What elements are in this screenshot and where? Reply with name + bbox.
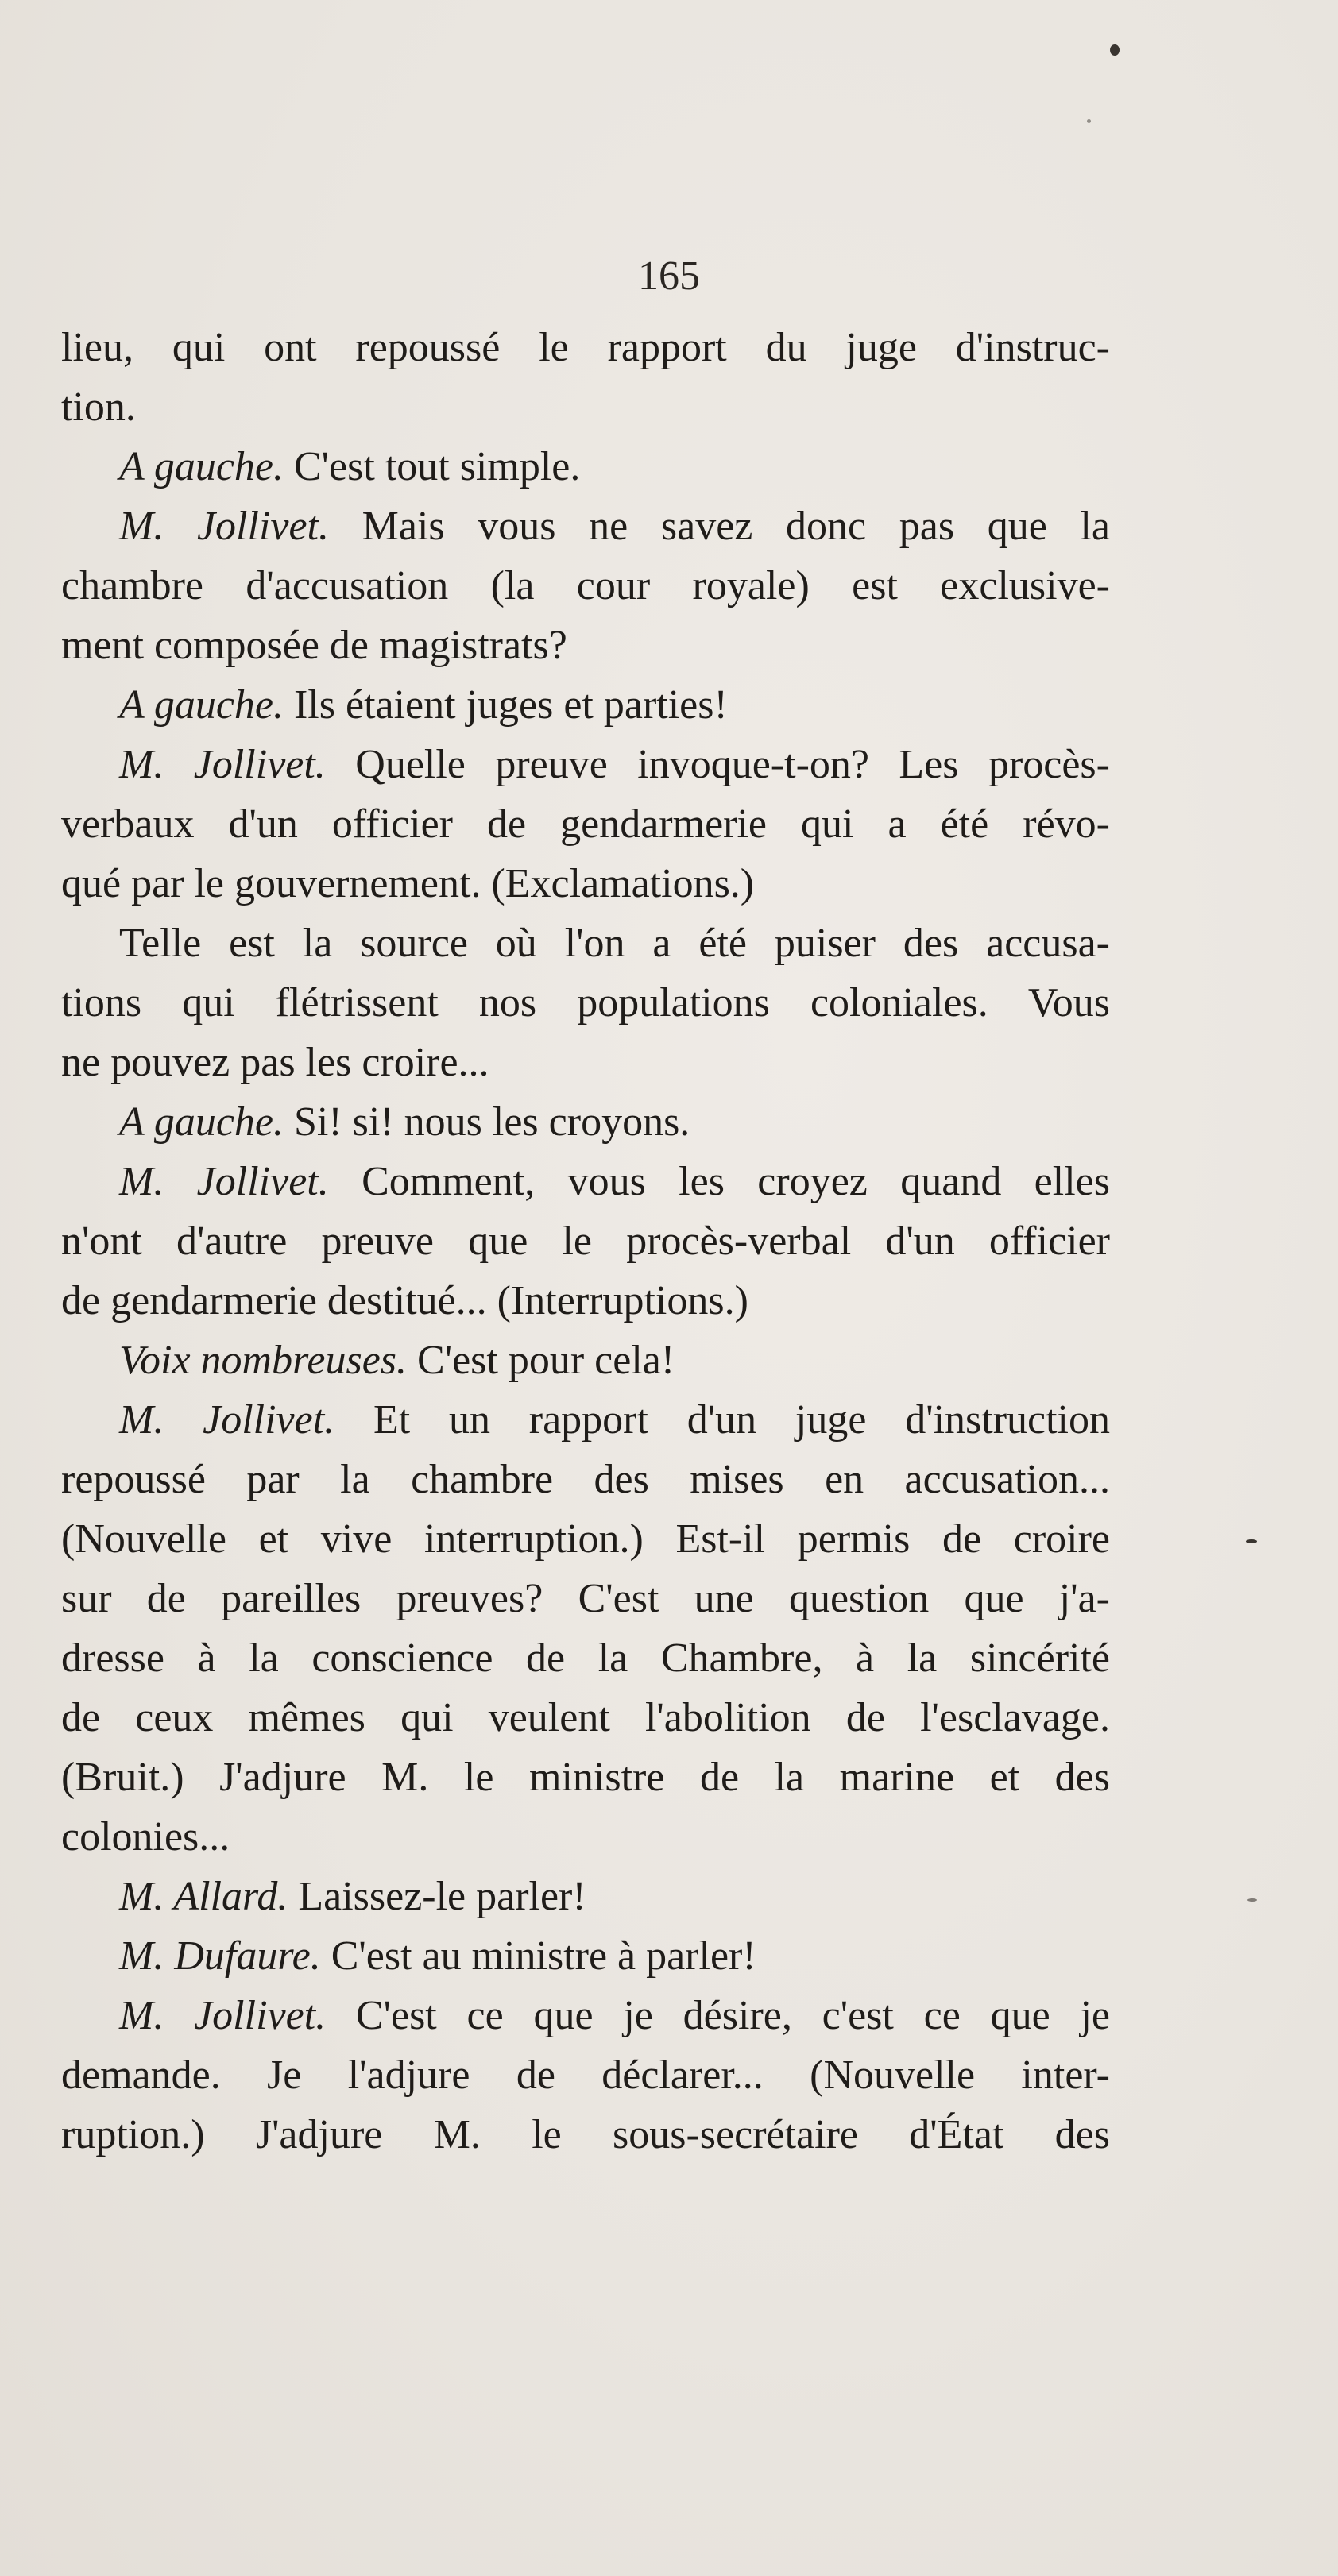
text-line	[61, 794, 1110, 854]
line-text: Si! si! nous les croyons.	[283, 1099, 690, 1145]
line-text: Quelle preuve invoque-t-on? Les procès-	[325, 742, 1110, 787]
line-text: ment composée de magistrats?	[61, 623, 567, 668]
line-text: de ceux mêmes qui veulent l'abolition de l'esclavage.	[61, 1695, 1110, 1740]
text-line	[61, 1390, 1110, 1450]
text-line	[61, 973, 1110, 1033]
line-text: ne pouvez pas les croire...	[61, 1040, 489, 1085]
speaker-name: M. Jollivet.	[119, 742, 326, 787]
line-text: Laissez-le parler!	[288, 1874, 586, 1919]
ink-speck	[1246, 1539, 1257, 1543]
text-line	[61, 1688, 1110, 1748]
page-number: 165	[638, 253, 700, 299]
text-line	[61, 913, 1110, 973]
text-line	[61, 854, 1110, 913]
speaker-name: M. Jollivet.	[119, 1397, 335, 1442]
text-line	[61, 1211, 1110, 1271]
text-line	[61, 1926, 1110, 1986]
text-line	[61, 1569, 1110, 1628]
speaker-name: A gauche.	[119, 1099, 284, 1145]
text-line	[61, 2105, 1110, 2165]
text-line	[61, 318, 1110, 377]
line-text: qué par le gouvernement. (Exclamations.)	[61, 861, 755, 906]
line-text: C'est pour cela!	[407, 1338, 675, 1383]
text-line	[61, 1807, 1110, 1867]
line-text: (Bruit.) J'adjure M. le ministre de la marine et des	[61, 1755, 1110, 1800]
line-text: Ils étaient juges et parties!	[283, 682, 728, 728]
text-line	[61, 556, 1110, 616]
line-text: verbaux d'un officier de gendarmerie qui a été révo-	[61, 801, 1110, 847]
text-line	[61, 1628, 1110, 1688]
line-text: de gendarmerie destitué... (Interruptions.)	[61, 1278, 748, 1323]
line-text: lieu, qui ont repoussé le rapport du juge d'instruc-	[61, 325, 1110, 370]
line-text: C'est ce que je désire, c'est ce que je	[326, 1993, 1110, 2038]
line-text: Telle est la source où l'on a été puiser des accusa-	[119, 921, 1110, 966]
line-text: colonies...	[61, 1814, 230, 1860]
text-line	[61, 1330, 1110, 1390]
text-line	[61, 1509, 1110, 1569]
text-line	[61, 735, 1110, 794]
line-text: (Nouvelle et vive interruption.) Est-il permis de croire	[61, 1516, 1110, 1562]
speaker-name: M. Jollivet.	[119, 504, 329, 549]
line-text: Et un rapport d'un juge d'instruction	[334, 1397, 1110, 1442]
text-line	[61, 675, 1110, 735]
line-text: C'est tout simple.	[283, 444, 581, 489]
text-line	[61, 616, 1110, 675]
speaker-name: Voix nombreuses.	[119, 1338, 408, 1383]
line-text: C'est au ministre à parler!	[320, 1933, 756, 1979]
text-line	[61, 1092, 1110, 1152]
line-text: chambre d'accusation (la cour royale) est exclusive-	[61, 563, 1110, 608]
line-text: Mais vous ne savez donc pas que la	[329, 504, 1110, 549]
speaker-name: A gauche.	[119, 682, 284, 728]
speaker-name: M. Jollivet.	[119, 1993, 327, 2038]
text-line	[61, 377, 1110, 437]
text-line	[61, 1271, 1110, 1330]
line-text: tion.	[61, 384, 136, 430]
text-line	[61, 1748, 1110, 1807]
page-body-text	[61, 318, 1110, 2165]
line-text: demande. Je l'adjure de déclarer... (Nouvelle inter-	[61, 2053, 1110, 2098]
text-line	[61, 1986, 1110, 2045]
text-line	[61, 2045, 1110, 2105]
line-text: sur de pareilles preuves? C'est une question que j'a-	[61, 1576, 1110, 1621]
text-line	[61, 496, 1110, 556]
text-line	[61, 1152, 1110, 1211]
ink-speck	[1087, 119, 1091, 123]
text-line	[61, 1450, 1110, 1509]
speaker-name: M. Jollivet.	[119, 1159, 329, 1204]
text-line	[61, 437, 1110, 496]
ink-speck	[1110, 44, 1120, 56]
line-text: repoussé par la chambre des mises en accusation...	[61, 1457, 1110, 1502]
speaker-name: M. Allard.	[119, 1874, 288, 1919]
line-text: tions qui flétrissent nos populations coloniales. Vous	[61, 980, 1110, 1025]
text-line	[61, 1033, 1110, 1092]
line-text: Comment, vous les croyez quand elles	[328, 1159, 1110, 1204]
ink-speck	[1247, 1898, 1257, 1902]
text-line	[61, 1867, 1110, 1926]
line-text: ruption.) J'adjure M. le sous-secrétaire d'État des	[61, 2112, 1110, 2157]
speaker-name: A gauche.	[119, 444, 284, 489]
speaker-name: M. Dufaure.	[119, 1933, 321, 1979]
line-text: dresse à la conscience de la Chambre, à la sincérité	[61, 1636, 1110, 1681]
line-text: n'ont d'autre preuve que le procès-verbal d'un officier	[61, 1218, 1110, 1264]
